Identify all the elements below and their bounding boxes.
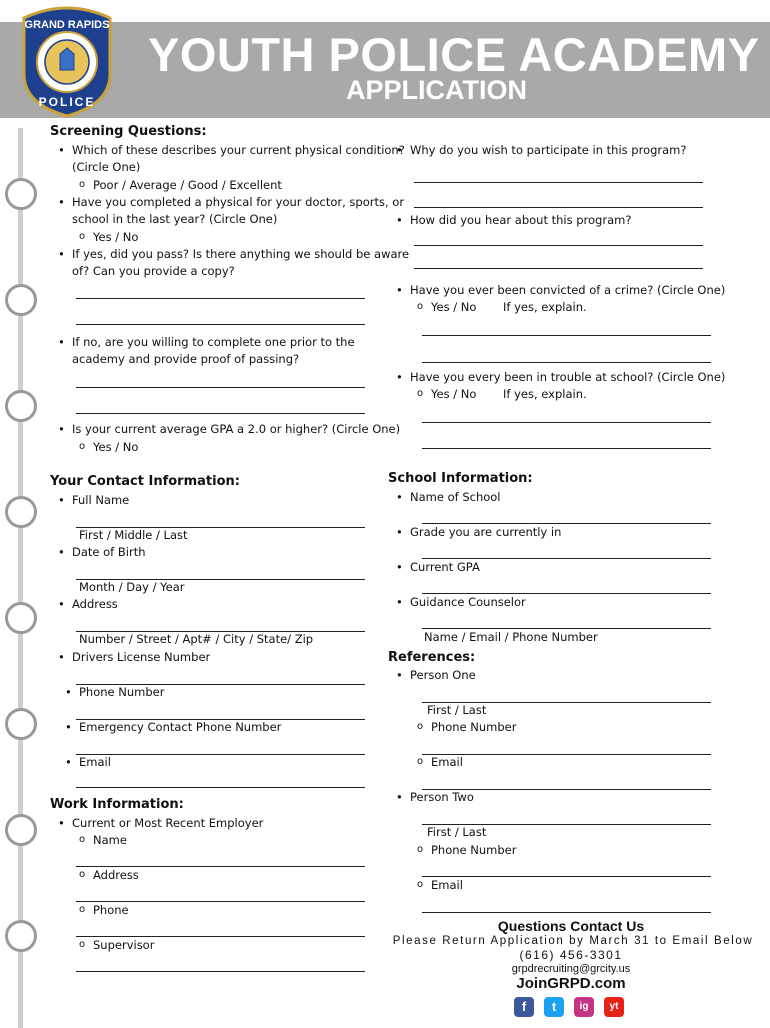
- email-line[interactable]: [76, 787, 365, 788]
- question-gpa: • Is your current average GPA a 2.0 or higher? (Circle One): [72, 422, 400, 436]
- employer-name-line[interactable]: [76, 866, 365, 867]
- page-subtitle: APPLICATION: [346, 75, 527, 105]
- physical-condition-options[interactable]: o Poor / Average / Good / Excellent: [93, 178, 282, 192]
- binder-ring: [5, 284, 37, 316]
- person-one-hint: First / Last: [427, 703, 487, 717]
- contact-heading: Your Contact Information:: [50, 474, 240, 489]
- trouble-options[interactable]: o Yes / No: [431, 387, 476, 401]
- footer-return-note: Please Return Application by March 31 to Email Below: [392, 935, 754, 947]
- work-heading: Work Information:: [50, 797, 184, 812]
- binder-ring: [5, 708, 37, 740]
- supervisor-label: o Supervisor: [93, 938, 154, 952]
- binder-ring: [5, 602, 37, 634]
- grade-line[interactable]: [422, 558, 711, 559]
- question-willing-to-complete: • If no, are you willing to complete one prior to the: [72, 335, 355, 349]
- answer-line[interactable]: [76, 413, 365, 414]
- question-did-you-pass-cont: of? Can you provide a copy?: [72, 264, 235, 278]
- license-label: • Drivers License Number: [72, 650, 210, 664]
- answer-line[interactable]: [422, 362, 711, 363]
- instagram-icon[interactable]: ig: [574, 997, 594, 1017]
- answer-line[interactable]: [414, 207, 703, 208]
- gpa-options[interactable]: o Yes / No: [93, 440, 138, 454]
- facebook-icon[interactable]: f: [514, 997, 534, 1017]
- dob-label: • Date of Birth: [72, 545, 146, 559]
- screening-heading: Screening Questions:: [50, 124, 207, 139]
- employer-phone-line[interactable]: [76, 936, 365, 937]
- answer-line[interactable]: [76, 387, 365, 388]
- footer-heading: Questions Contact Us: [497, 918, 645, 934]
- dob-hint: Month / Day / Year: [79, 580, 185, 594]
- counselor-label: • Guidance Counselor: [410, 595, 526, 609]
- trouble-explain-label: If yes, explain.: [503, 387, 587, 401]
- question-how-heard: • How did you hear about this program?: [410, 213, 631, 227]
- question-why-participate: • Why do you wish to participate in this program?: [410, 143, 687, 157]
- answer-line[interactable]: [422, 422, 711, 423]
- address-label: • Address: [72, 597, 118, 611]
- emergency-label: • Emergency Contact Phone Number: [79, 720, 281, 734]
- school-name-line[interactable]: [422, 523, 711, 524]
- phone-label: • Phone Number: [79, 685, 164, 699]
- answer-line[interactable]: [76, 298, 365, 299]
- person-one-label: • Person One: [410, 668, 476, 682]
- current-gpa-label: • Current GPA: [410, 560, 480, 574]
- answer-line[interactable]: [422, 448, 711, 449]
- counselor-line[interactable]: [422, 628, 711, 629]
- full-name-label: • Full Name: [72, 493, 129, 507]
- full-name-hint: First / Middle / Last: [79, 528, 188, 542]
- question-did-you-pass: • If yes, did you pass? Is there anything we should be aware: [72, 247, 409, 261]
- badge-bottom-text: POLICE: [38, 95, 96, 109]
- physical-exam-options[interactable]: o Yes / No: [93, 230, 138, 244]
- supervisor-line[interactable]: [76, 971, 365, 972]
- binder-ring: [5, 496, 37, 528]
- binder-ring: [5, 390, 37, 422]
- employer-label: • Current or Most Recent Employer: [72, 816, 263, 830]
- person-two-email-label: o Email: [431, 878, 463, 892]
- person-two-email-line[interactable]: [422, 912, 711, 913]
- employer-address-line[interactable]: [76, 901, 365, 902]
- youtube-icon[interactable]: yt: [604, 997, 624, 1017]
- current-gpa-line[interactable]: [422, 593, 711, 594]
- references-heading: References:: [388, 650, 476, 665]
- answer-line[interactable]: [422, 335, 711, 336]
- person-one-phone-line[interactable]: [422, 754, 711, 755]
- answer-line[interactable]: [414, 268, 703, 269]
- person-two-phone-line[interactable]: [422, 876, 711, 877]
- page-title: YOUTH POLICE ACADEMY: [148, 28, 760, 81]
- footer-phone: (616) 456-3301: [519, 948, 623, 962]
- question-willing-to-complete-cont: academy and provide proof of passing?: [72, 352, 300, 366]
- question-physical-condition: • Which of these describes your current physical condition?: [72, 143, 405, 157]
- emergency-line[interactable]: [76, 754, 365, 755]
- convicted-explain-label: If yes, explain.: [503, 300, 587, 314]
- email-label: • Email: [79, 755, 111, 769]
- answer-line[interactable]: [76, 324, 365, 325]
- footer-website[interactable]: JoinGRPD.com: [516, 975, 626, 992]
- employer-address-label: o Address: [93, 868, 139, 882]
- question-physical-condition-cont: (Circle One): [72, 160, 141, 174]
- employer-name-label: o Name: [93, 833, 127, 847]
- question-trouble-at-school: • Have you every been in trouble at school? (Circle One): [410, 370, 725, 384]
- counselor-hint: Name / Email / Phone Number: [424, 630, 598, 644]
- binder-ring: [5, 814, 37, 846]
- person-two-hint: First / Last: [427, 825, 487, 839]
- person-two-phone-label: o Phone Number: [431, 843, 516, 857]
- police-badge-logo: [18, 4, 116, 118]
- grade-label: • Grade you are currently in: [410, 525, 561, 539]
- convicted-options[interactable]: o Yes / No: [431, 300, 476, 314]
- badge-top-text: GRAND RAPIDS: [24, 19, 110, 31]
- answer-line[interactable]: [414, 182, 703, 183]
- question-physical-exam: • Have you completed a physical for your doctor, sports, or: [72, 195, 404, 209]
- twitter-icon[interactable]: t: [544, 997, 564, 1017]
- footer-email[interactable]: grpdrecruiting@grcity.us: [511, 963, 631, 975]
- address-hint: Number / Street / Apt# / City / State/ Zip: [79, 632, 314, 646]
- answer-line[interactable]: [414, 245, 703, 246]
- binder-ring: [5, 920, 37, 952]
- side-rail: [18, 128, 23, 1028]
- person-one-email-label: o Email: [431, 755, 463, 769]
- person-two-label: • Person Two: [410, 790, 474, 804]
- school-name-label: • Name of School: [410, 490, 501, 504]
- school-heading: School Information:: [388, 471, 533, 486]
- question-physical-exam-cont: school in the last year? (Circle One): [72, 212, 278, 226]
- employer-phone-label: o Phone: [93, 903, 129, 917]
- binder-ring: [5, 178, 37, 210]
- person-one-phone-label: o Phone Number: [431, 720, 516, 734]
- question-convicted: • Have you ever been convicted of a crime? (Circle One): [410, 283, 725, 297]
